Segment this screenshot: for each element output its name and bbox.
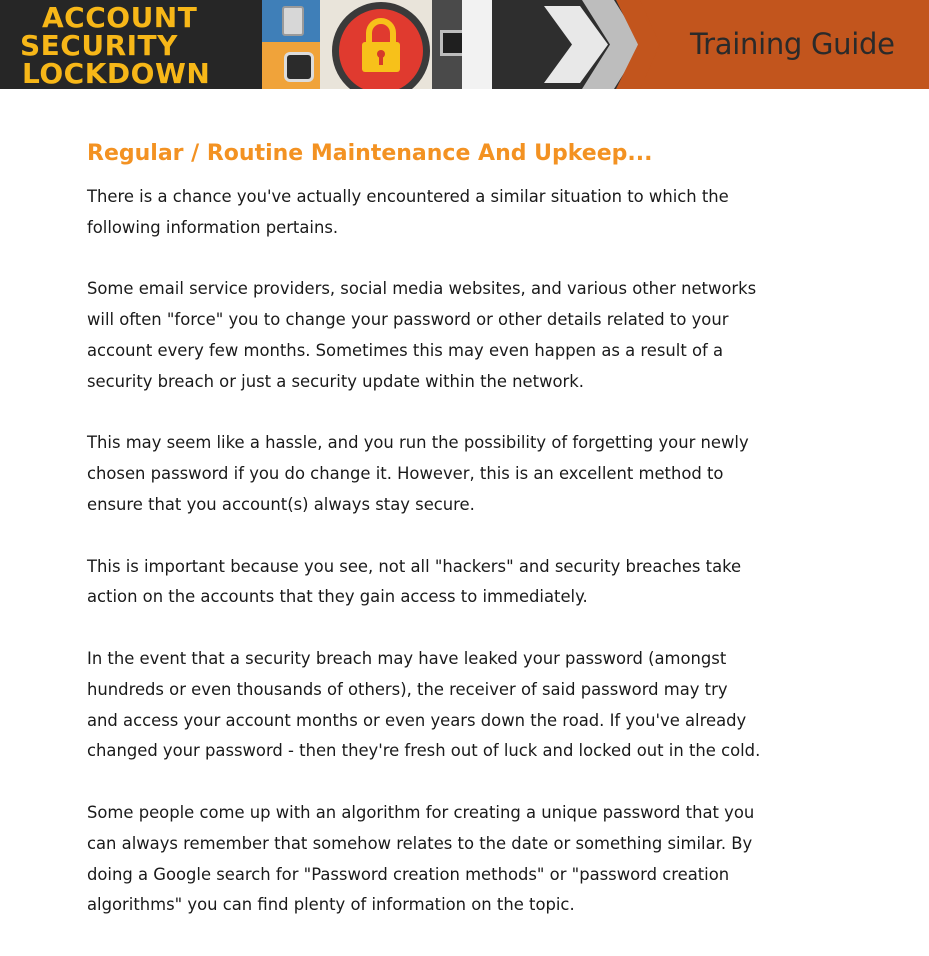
guide-title: Training Guide bbox=[690, 27, 895, 61]
article-body bbox=[87, 138, 887, 921]
collage-tile-strip bbox=[462, 0, 492, 89]
paragraph-5: In the event that a security breach may have leaked your password (amongst hundreds or even thousands of others), the receiver of said password may try and access your account months or even years down the road. If you've already changed your password - then they're fresh out of luck and locked out in the cold. bbox=[87, 648, 761, 761]
section-heading: Regular / Routine Maintenance And Upkeep... bbox=[87, 141, 653, 166]
header-banner bbox=[0, 0, 929, 89]
paragraph-6: Some people come up with an algorithm for creating a unique password that you can always remember that somehow relates to the date or something similar. By doing a Google search for "Password creation methods" or "password creation algorithms" you can find plenty of information on the topic. bbox=[87, 802, 755, 915]
smartwatch-icon bbox=[284, 52, 314, 82]
chevron-right-icon bbox=[520, 0, 660, 89]
padlock-icon bbox=[360, 18, 402, 74]
brand-line-lockdown: LOCKDOWN bbox=[22, 57, 211, 89]
brand-line-account: ACCOUNT bbox=[42, 1, 198, 34]
paragraph-4: This is important because you see, not all "hackers" and security breaches take action on the accounts that they gain access to immediately. bbox=[87, 556, 742, 607]
banner-collage bbox=[262, 0, 492, 89]
brand-logo bbox=[0, 0, 262, 89]
paragraph-3: This may seem like a hassle, and you run the possibility of forgetting your newly chosen password if you do change it. However, this is an excellent method to ensure that you account(s) always stay secure. bbox=[87, 433, 749, 514]
brand-line-security: SECURITY bbox=[20, 29, 178, 62]
paragraph-1: There is a chance you've actually encountered a similar situation to which the following information pertains. bbox=[87, 187, 729, 237]
phone-icon bbox=[282, 6, 304, 36]
paragraph-2: Some email service providers, social media websites, and various other networks will often "force" you to change your password or other details related to your account every few months. Sometimes this may even happen as a result of a security breach or just a security update within the network. bbox=[87, 279, 757, 391]
